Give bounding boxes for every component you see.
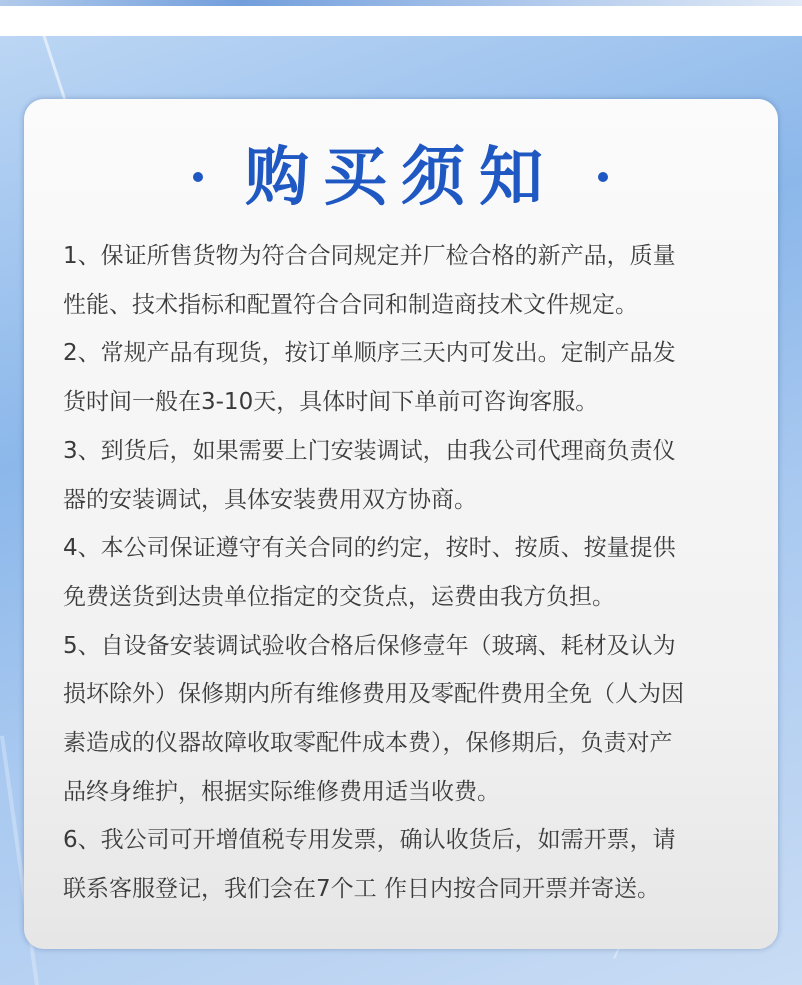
notice-item-4: 4、本公司保证遵守有关合同的约定，按时、按质、按量提供 免费送货到达贵单位指定的交货点，运费由我方负担。 bbox=[63, 535, 676, 610]
page-title: 购买须知 bbox=[245, 141, 557, 215]
notice-item-6: 6、我公司可开增值税专用发票，确认收货后，如需开票，请 联系客服登记，我们会在7个工 作日内按合同开票并寄送。 bbox=[63, 827, 676, 903]
notice-item-2: 2、常规产品有现货，按订单顺序三天内可发出。定制产品发 货时间一般在3-10天，具体时间下单前可咨询客服。 bbox=[63, 340, 676, 416]
top-strip bbox=[0, 0, 802, 36]
notice-item-3: 3、到货后，如果需要上门安装调试，由我公司代理商负责仪 器的安装调试，具体安装费用双方协商。 bbox=[63, 437, 676, 513]
notice-item-5: 5、自设备安装调试验收合格后保修壹年（玻璃、耗材及认为 损坏除外）保修期内所有维修费用及零配件费用全免（人为因 素造成的仪器故障收取零配件成本费），保修期后，负责对产 品终身维护，根据实际维修费用适当收费。 bbox=[63, 632, 684, 805]
title-row bbox=[0, 138, 802, 218]
top-strip-accent bbox=[0, 0, 802, 6]
notice-list bbox=[63, 232, 743, 914]
notice-item-1: 1、保证所售货物为符合合同规定并厂检合格的新产品，质量 性能、技术指标和配置符合合同和制造商技术文件规定。 bbox=[63, 243, 676, 318]
